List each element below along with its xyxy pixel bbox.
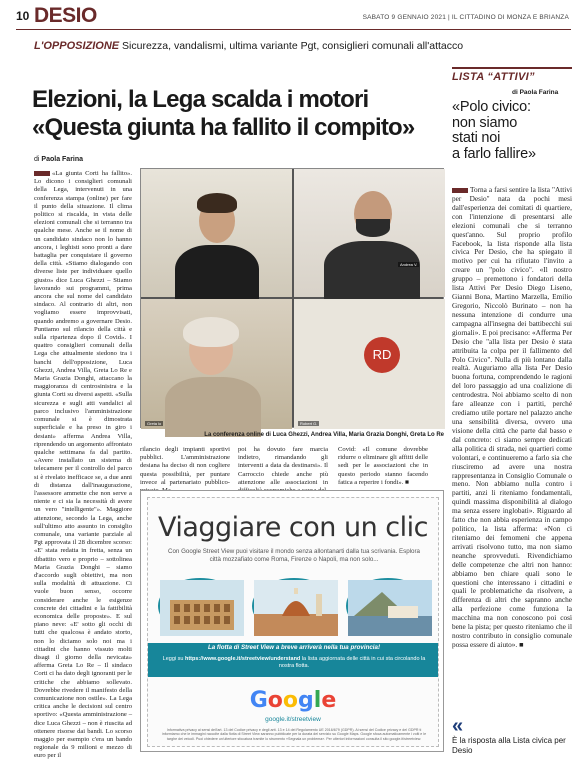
- video-tile-4: [294, 299, 445, 429]
- sidebar-byline-prefix: di: [512, 89, 518, 96]
- google-letter: e: [321, 688, 337, 713]
- person-body: [324, 241, 420, 301]
- section-title: DESIO: [34, 4, 97, 27]
- google-letter: o: [282, 688, 299, 713]
- sidebar-headline-line: a farlo fallire»: [452, 145, 536, 162]
- photo-caption: La conferenza online di Luca Ghezzi, Andrea Villa, Maria Grazia Donghi, Greta Lo Re: [204, 432, 444, 438]
- sidebar-kicker: [452, 67, 572, 85]
- ad-banner-suffix: la lista aggiornata delle città in cui sta circolando la nostra flotta.: [278, 656, 426, 669]
- kicker-label: L'OPPOSIZIONE: [34, 40, 120, 52]
- person-hair: [183, 317, 239, 347]
- page-header: [16, 6, 571, 30]
- video-tile-3: [141, 299, 292, 429]
- tile-label: Greta lo: [147, 421, 162, 426]
- article-text-1: «La giunta Corti ha fallito». Lo dicono i consiglieri comunali della Lega, intervenuti in una conferenza stampa (online) per fare il punto della situazione. Il clima politico si riscalda, in vista delle elezioni comunali che si terranno tra qualche mese. Anche se il nome di un candidato sindaco non lo hanno ancora, i leghisti sono pronti a dare battaglia per conquistare il governo della città. «Stiamo dialogando con diverse liste per individuare quello giusto» dice Luca Ghezzi – Stiamo lavorando sui programmi, prima ancora che sul nome del candidato sindaco. Al contrario di altri, non vogliamo essere improvvisati, quando andremo a governare Desio. Puntiamo sul rilancio della città e sulla ripartenza dopo il Covid». I quattro consiglieri comunali della Lega che attualmente siedono tra i banchi dell'opposizione, Luca Ghezzi, Andrea Villa, Greta Lo Re e Maria Grazia Donghi, attaccano la maggioranza di centrosinistra e la giunta Corti su diversi aspetti. «Sulla sicurezza e sugli atti vandalici al parco inclusivo l'amministrazione comunale si è dimostrata superficiale e ha preso in giro i desiani» afferma Andrea Villa, riprendendo un argomento affrontato qualche settimana fa dal partito. «Avere installato un sistema di telecamere per il controllo del parco si è rivelato inefficace se, a due anni di distanza dall'inaugurazione, l'assessore ammette che non serve a niente e ci sia la necessità di avere un vero "intelligente"». Maggiore attenzione, secondo la Lega, anche sull'ultimo atto assunto in consiglio comunale, una variante parziale al Pgt approvata il 28 dicembre scorso: «E' stata redatta in fretta, senza un dibattito vero e proprio – sottolinea Maria Grazia Donghi – siamo d'accordo sugli obiettivi, ma non sulla modalità di attuazione. Ci vuole buon senso, occorre considerare anche le esigenze concrete dei cittadini e la fattibilità economica delle proposte». E sul piano neve: «E' sotto gli occhi di tutti che qualcosa è andato storto, non lo diciamo solo noi ma i cittadini che hanno vissuto molti disagi il giorno della nevicata» afferma Greta Lo Re – Il sindaco Corti ci ha dato degli ignoranti per le critiche che abbiamo sollevato. Dovrebbe rivedere il manifesto della comunicazione non ostile». La Lega critica anche le decisioni sul centro sportivo: «Questa amministrazione – dice Luca Ghezzi – non è riuscita ad ottenere risorse dai bandi. Lo scorso maggio per esempio c'era un bando regionale da 9 milioni e mezzo di euro per il: [34, 170, 132, 760]
- ad-frame: [147, 497, 439, 747]
- kicker-text: Sicurezza, vandalismi, ultima variante Pgt, consiglieri comunali all'attacco: [122, 40, 464, 52]
- ad-title: Viaggiare con un clic: [157, 512, 428, 543]
- google-letter: o: [267, 688, 283, 713]
- person-hair: [197, 193, 237, 213]
- sidebar-headline-line: non siamo: [452, 114, 518, 131]
- ad-banner-prefix: Leggi su: [162, 656, 184, 662]
- quote-mark: «: [452, 715, 464, 737]
- tile-label: Andrea V.: [400, 262, 418, 267]
- ad-url[interactable]: google.it/streetview: [265, 716, 321, 723]
- byline-name: Paola Farina: [41, 156, 84, 163]
- ad-fine-print: Informativa privacy ai sensi dell'art. 13 del Codice privacy e degli artt. 13 e 14 del Regolamento UE 2016/679 (GDPR). Ai sensi del Codice privacy e del GDPR ti informiamo che le immagini raccolte dalla flotta di Street View saranno pubblicate per la durata del servizio su Google Maps. Google sfoca automaticamente i volti e le targhe dei veicoli. Puoi chiedere un'ulteriore sfocatura tramite lo strumento «Segnala un problema». Per ulteriori informazioni consulta il sito google.it/streetview.: [161, 728, 427, 741]
- ad-image-florence: [252, 578, 336, 634]
- google-letter: l: [313, 688, 322, 713]
- google-letter: g: [298, 688, 314, 713]
- video-tile-2: [294, 169, 445, 297]
- person-body: [165, 377, 261, 437]
- article-column-4: Covid: «Il comune dovrebbe ridurre o eliminare gli affitti delle sedi per le associazioni che in questo periodo stanno facendo fatica a reperire i fondi». ■: [338, 446, 428, 486]
- person-beard: [356, 219, 390, 237]
- article-column-1: [34, 170, 132, 758]
- headline-line-2: «Questa giunta ha fallito il compito»: [32, 114, 415, 141]
- google-wordmark: [250, 688, 337, 713]
- tile-label: Robert G.: [300, 421, 318, 426]
- sidebar-pull-quote: È la risposta alla Lista civica per Desio: [452, 736, 566, 755]
- ad-images: [158, 578, 430, 636]
- ad-image-colosseum: [158, 578, 242, 634]
- advertisement: [140, 490, 444, 752]
- google-logo: [148, 688, 438, 713]
- article-byline: [34, 156, 83, 163]
- google-letter: G: [249, 688, 268, 713]
- conference-photo: [140, 168, 444, 428]
- sidebar-headline-line: «Polo civico:: [452, 99, 531, 115]
- person-body: [175, 245, 259, 305]
- article-headline: [32, 86, 438, 142]
- dateline: SABATO 9 GENNAIO 2021 | IL CITTADINO DI MONZA E BRIANZA: [362, 14, 569, 21]
- avatar: RD: [364, 337, 400, 373]
- article-column-2: rilancio degli impianti sportivi pubblici. L'amministrazione desiana ha deciso di non cogliere questa possibilità, per puntare invece al partenariato pubblico-: [140, 446, 230, 486]
- ad-banner-text: [158, 656, 430, 670]
- ad-image-naples: [346, 578, 430, 634]
- article-kicker: [34, 40, 464, 52]
- sidebar-body: [452, 185, 572, 650]
- ad-banner-link[interactable]: https://www.google.it/streetview/understand: [184, 656, 301, 662]
- sidebar-byline-name: Paola Farina: [519, 89, 559, 96]
- sidebar-kicker-text: LISTA “ATTIVI”: [452, 71, 535, 83]
- headline-line-1: Elezioni, la Lega scalda i motori: [32, 86, 369, 113]
- byline-prefix: di: [34, 156, 40, 163]
- sidebar-headline-line: stati noi: [452, 130, 501, 146]
- video-tile-1: [141, 169, 292, 297]
- sidebar-text: Torna a farsi sentire la lista "Attivi per Desio" nata da pochi mesi dall'esperienza dei comitati di quartiere, con l'intenzione di presentarsi alle elezioni comunali che si terranno quest'anno. Sul proprio profilo Facebook, la lista risponde alla lista civica Per Desio, che ha spiegato il motivo per cui ha rifiutato l'invito a creare un "polo civico". «Il nostro gruppo – premettono i fondatori della lista Attivi Per Desio Diego Liseno, Gianni Bona, Martino Marzella, Emilio Gregorio, Niccolò Burinato – non ha nessuna intenzione di condurre una campagna all'insegna dei battibecchi sui giornali». E poi precisano: «Afferma Per Desio che "alla lista per Desio è stata attribuita la colpa per il fallimento del Polo Civico". Nulla di più lontano dalla realtà. Auguriamo alla lista Per Desio buona fortuna, comprendendo le ragioni del loro passaggio ad una coalizione di centrodestra. Noi abbiamo scelto di non fare alleanze con i partiti, perché crediamo utile portare nel palazzo anche una sensibilità diversa, ovvero una visione della città che parte dal basso e dal concreto: ci siamo sempre dedicati alla politica di strada, nei quartieri come volontari, e continueremo a farlo sia che riusciremo ad avere una nostra rappresentanza in Consiglio Comunale o meno. Non abbiamo nulla contro i partiti, anzi li riteniamo fondamentali, quindi massima disponibilità al dialogo ma senza essere inglobati». Riguardo al fatto che non abbia esperienza in campo politico, la lista afferma: «Non ci riteniamo dei femomeni che appena arrivati risolvono tutto, ma non siamo neanche sprovveduti. Rivendichiamo delle competenze che altri non hanno: abbiamo ben chiare quali sono le questioni che interessano i cittadini e quali le problematiche da risolvere, a differenza di altri che sapranno anche alla perfezione come funziona la macchina ma non conoscono poi così bene la pista; per questo riteniamo che il nostro contributo in consiglio comunale possa essere di aiuto». ■: [452, 185, 572, 650]
- page-number: 10: [16, 9, 30, 23]
- sidebar-headline: [452, 100, 572, 162]
- ad-banner-title: La flotta di Street View a breve arriverà nella tua provincia!: [207, 644, 381, 651]
- ad-subtitle: Con Google Street View puoi visitare il mondo senza allontanarti dalla tua scrivania. Esplora città mozzafiato come Roma, Firenze o Napoli, ma non solo...: [168, 548, 420, 563]
- article-column-3: poi ha dovuto fare marcia indietro, rimandando gli interventi a data da destinarsi». Il Carroccio chiede anche più attenzione alle associazioni in: [238, 446, 328, 486]
- lead-marker: [452, 188, 468, 193]
- sidebar-byline: [512, 89, 558, 96]
- lead-marker: [34, 171, 50, 176]
